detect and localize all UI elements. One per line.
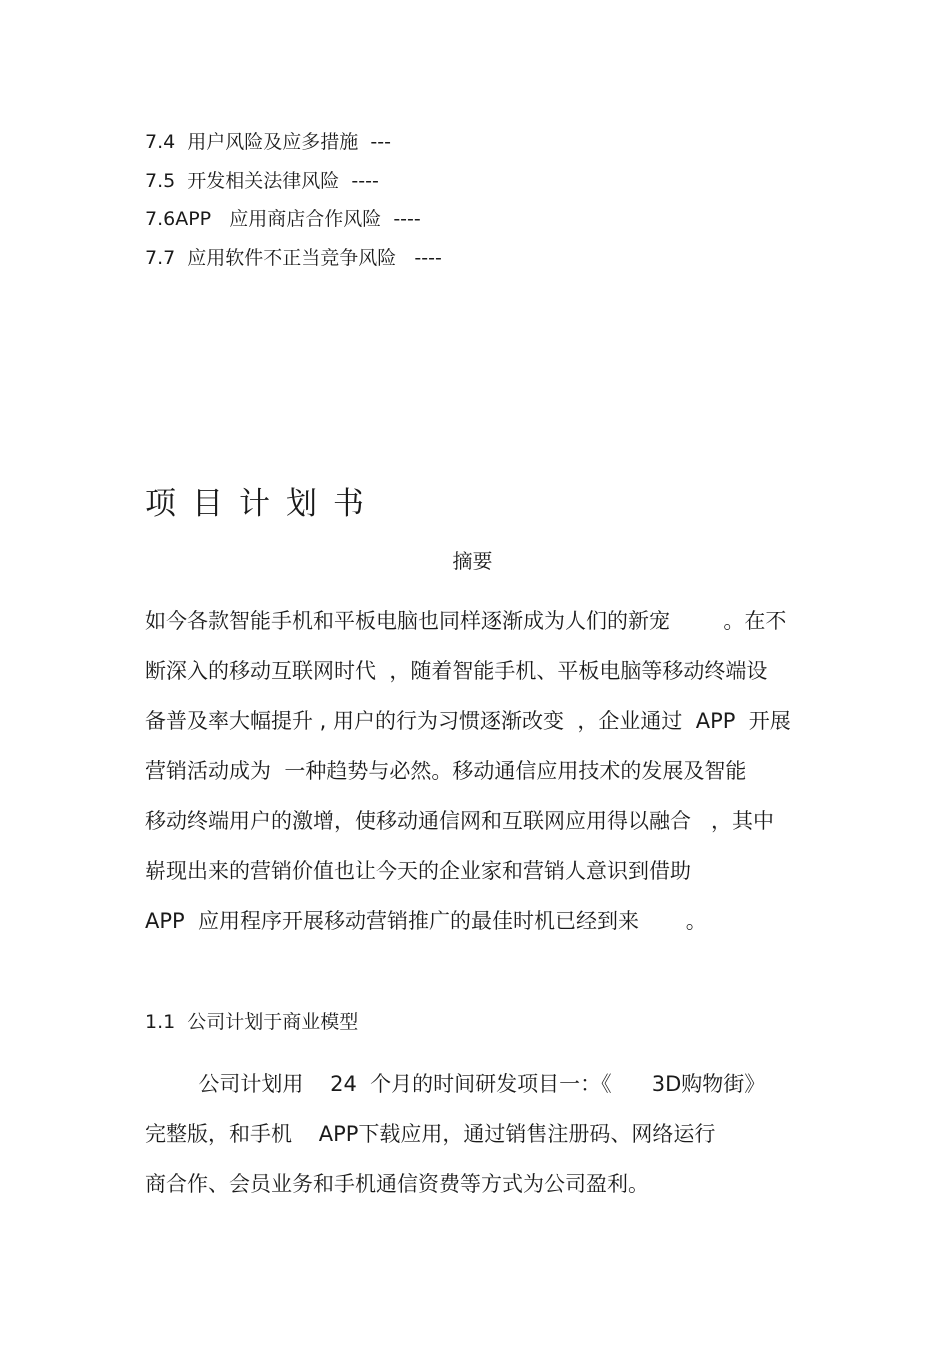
toc-item: 7.7 应用软件不正当竞争风险 ---- [145,247,442,269]
section-heading: 1.1 公司计划于商业模型 [145,1011,359,1033]
abstract-heading: 摘要 [452,549,493,573]
paragraph-line: 公司计划用 24 个月的时间研发项目一：《 3D购物街》 [145,1072,766,1096]
toc-item: 7.5 开发相关法律风险 ---- [145,170,379,192]
toc-item: 7.6APP 应用商店合作风险 ---- [145,208,421,230]
paragraph-line: 移动终端用户的激增，使移动通信网和互联网应用得以融合 ，其中 [145,809,775,833]
paragraph-line: 备普及率大幅提升 , 用户的行为习惯逐渐改变 ，企业通过 APP 开展 [145,709,791,733]
paragraph-line: 商合作、会员业务和手机通信资费等方式为公司盈利。 [145,1172,649,1196]
paragraph-line: 营销活动成为 一种趋势与必然。移动通信应用技术的发展及智能 [145,759,747,783]
paragraph-line: 如今各款智能手机和平板电脑也同样逐渐成为人们的新宠 。在不 [145,609,787,633]
paragraph-line: 断深入的移动互联网时代 ，随着智能手机、平板电脑等移动终端设 [145,659,768,683]
paragraph-line: 完整版，和手机 APP下载应用，通过销售注册码、网络运行 [145,1122,716,1146]
document-title: 项目计划书 [145,486,380,522]
toc-item: 7.4 用户风险及应多措施 --- [145,131,391,153]
paragraph-line: 崭现出来的营销价值也让今天的企业家和营销人意识到借助 [145,859,691,883]
paragraph-line: APP 应用程序开展移动营销推广的最佳时机已经到来 。 [145,909,707,933]
